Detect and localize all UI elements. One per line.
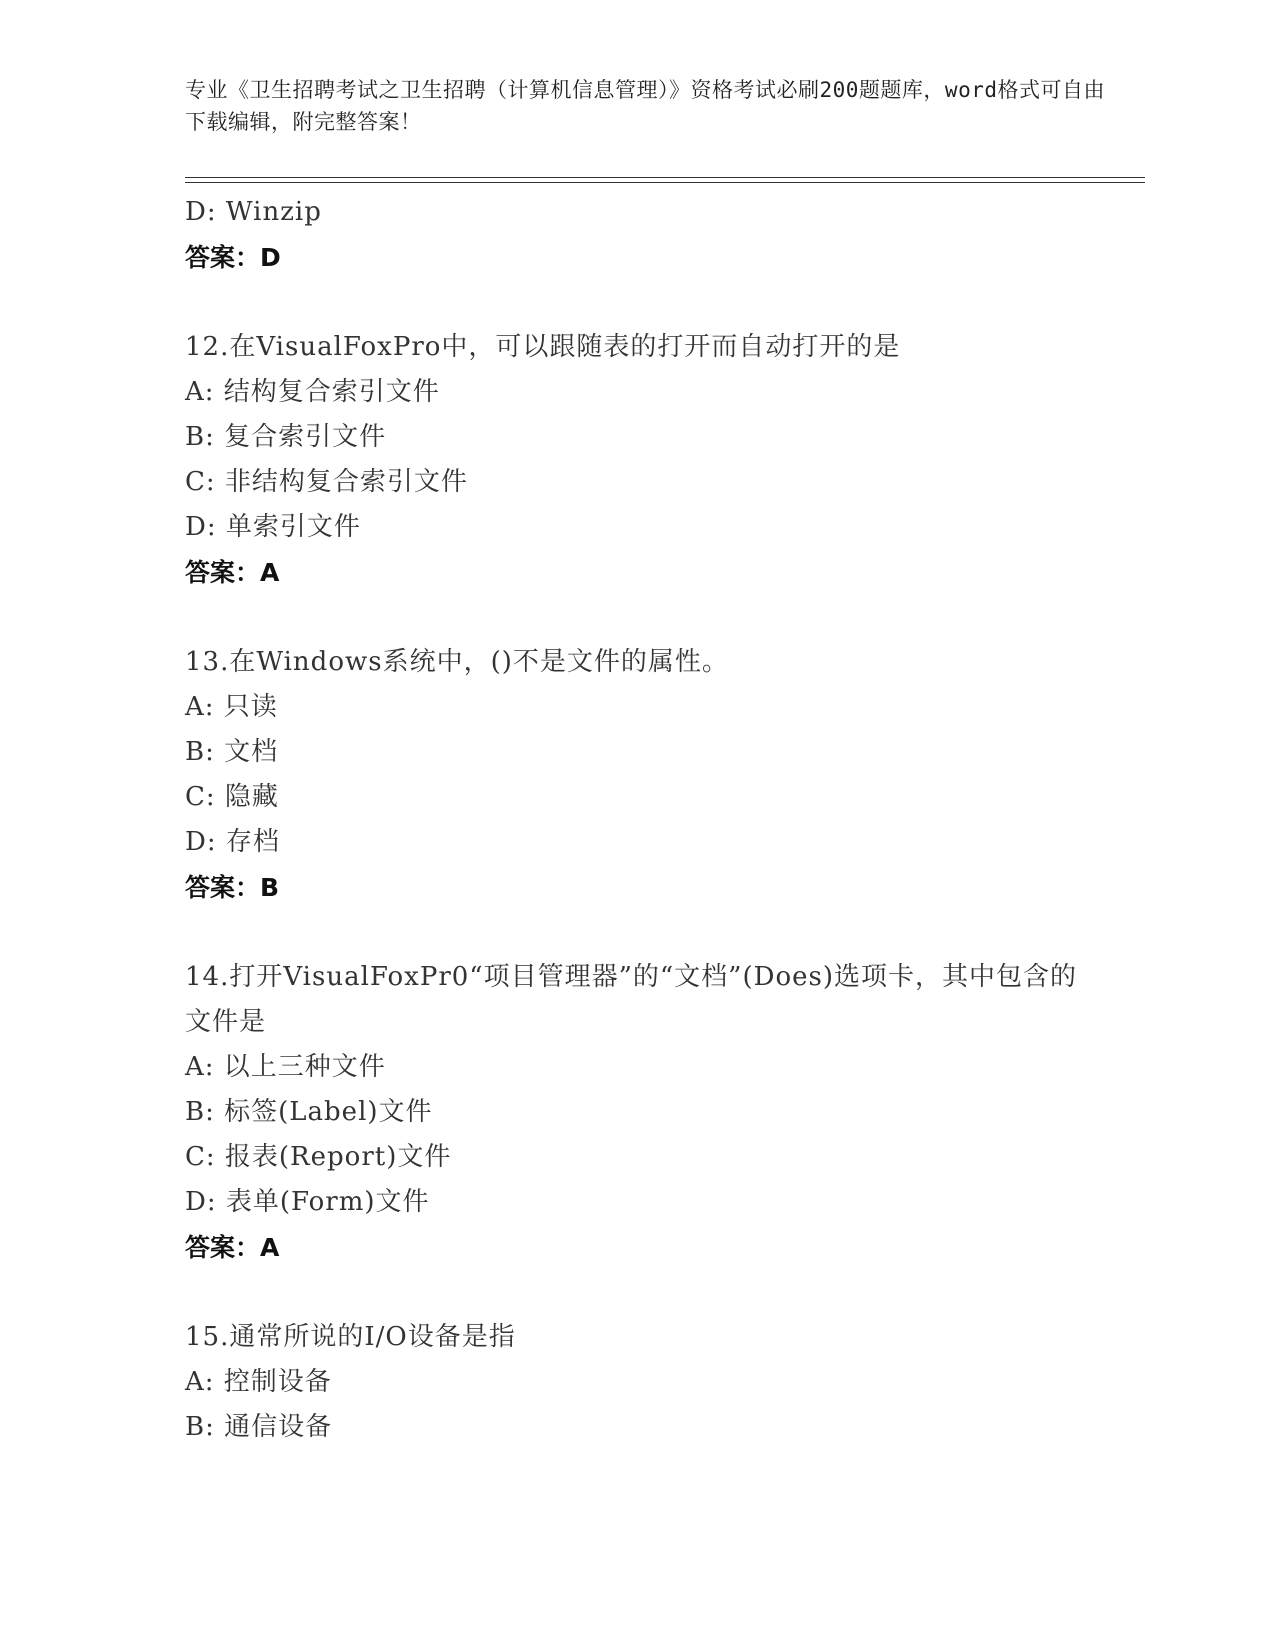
option-c: C: 隐藏	[185, 782, 279, 812]
spacer	[185, 280, 1085, 325]
header-divider-top	[185, 177, 1145, 178]
option-c: C: 非结构复合索引文件	[185, 467, 468, 497]
spacer	[185, 595, 1085, 640]
spacer	[185, 910, 1085, 955]
answer-value: B	[260, 873, 280, 902]
option-b: B: 复合索引文件	[185, 422, 387, 452]
option-d: D: Winzip	[185, 197, 322, 227]
answer-label: 答案：	[185, 558, 261, 587]
answer-label: 答案：	[185, 873, 261, 902]
option-a: A: 只读	[185, 692, 278, 722]
option-d: D: 单索引文件	[185, 512, 361, 542]
question-stem: 12.在VisualFoxPro中，可以跟随表的打开而自动打开的是	[185, 332, 901, 362]
question-12	[185, 325, 1085, 595]
option-d: D: 存档	[185, 827, 280, 857]
option-d: D: 表单(Form)文件	[185, 1187, 430, 1217]
question-15	[185, 1315, 1085, 1450]
answer-line	[185, 1225, 1085, 1270]
question-13	[185, 640, 1085, 910]
option-b: B: 标签(Label)文件	[185, 1097, 433, 1127]
question-stem: 15.通常所说的I/O设备是指	[185, 1322, 516, 1352]
spacer	[185, 1270, 1085, 1315]
answer-line	[185, 235, 1085, 280]
question-14	[185, 955, 1085, 1270]
option-b: B: 通信设备	[185, 1412, 333, 1442]
question-list	[185, 190, 1085, 1450]
answer-line	[185, 550, 1085, 595]
answer-label: 答案：	[185, 243, 261, 272]
answer-value: D	[260, 243, 281, 272]
question-stem: 13.在Windows系统中，()不是文件的属性。	[185, 647, 729, 677]
page-header	[185, 74, 1105, 138]
option-c: C: 报表(Report)文件	[185, 1142, 452, 1172]
option-a: A: 结构复合索引文件	[185, 377, 440, 407]
answer-line	[185, 865, 1085, 910]
option-a: A: 控制设备	[185, 1367, 332, 1397]
option-a: A: 以上三种文件	[185, 1052, 386, 1082]
question-stem: 14.打开VisualFoxPr0“项目管理器”的“文档”(Does)选项卡，其中包含的文件是	[185, 962, 1077, 1037]
option-b: B: 文档	[185, 737, 279, 767]
header-text: 专业《卫生招聘考试之卫生招聘（计算机信息管理）》资格考试必刷200题题库，word格式可自由下载编辑，附完整答案！	[185, 78, 1105, 134]
answer-value: A	[260, 1233, 280, 1262]
header-divider-bottom	[185, 182, 1145, 183]
answer-value: A	[260, 558, 280, 587]
answer-label: 答案：	[185, 1233, 261, 1262]
